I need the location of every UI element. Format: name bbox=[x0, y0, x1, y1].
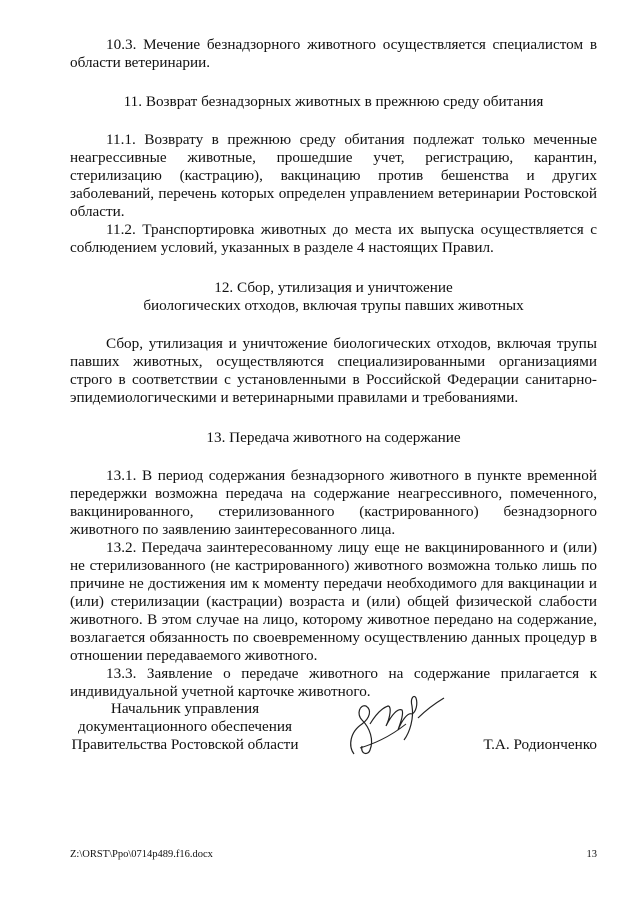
handwritten-signature bbox=[340, 684, 450, 764]
paragraph-13-1: 13.1. В период содержания безнадзорного животного в пункте временной передержки возможна передача на содержание неагрессивного, помеченного, вакцинированного, стерилизованного (кастрированного) безнадзорного животного по заявлению заинтересованного лица. bbox=[70, 467, 597, 538]
file-path: Z:\ORST\Ppo\0714p489.f16.docx bbox=[70, 849, 213, 860]
paragraph-11-2: 11.2. Транспортировка животных до места их выпуска осуществляется с соблюдением условий, указанных в разделе 4 настоящих Правил. bbox=[70, 221, 597, 256]
paragraph-13-2: 13.2. Передача заинтересованному лицу еще не вакцинированного и (или) не стерилизованного (не кастрированного) животного возможна только лишь по причине не достижения им к моменту передачи необходимого для вакцинации и (или) стерилизации (кастрации) возраста и (или) общей физической слабости животного. В этом случае на лицо, которому животное передано на содержание, возлагается обязанность по своевременному осуществлению данных процедур в отношении передаваемого животного. bbox=[70, 539, 597, 664]
signatory-title-line2: документационного обеспечения bbox=[78, 718, 292, 735]
signature-block bbox=[70, 700, 597, 770]
document-body bbox=[70, 36, 597, 701]
signatory-title-line3: Правительства Ростовской области bbox=[71, 736, 299, 753]
heading-section-12 bbox=[70, 279, 597, 315]
signatory-name: Т.А. Родионченко bbox=[483, 736, 597, 753]
page-number: 13 bbox=[586, 849, 597, 860]
heading-section-12-line2: биологических отходов, включая трупы павших животных bbox=[143, 297, 524, 314]
heading-section-13: 13. Передача животного на содержание bbox=[206, 429, 461, 446]
paragraph-12: Сбор, утилизация и уничтожение биологических отходов, включая трупы павших животных, осуществляются специализированными организациями строго в соответствии с установленными в Российской Федерации санитарно-эпидемиологическими и ветеринарными правилами и требованиями. bbox=[70, 335, 597, 406]
paragraph-13-3: 13.3. Заявление о передаче животного на содержание прилагается к индивидуальной учетной карточке животного. bbox=[70, 665, 597, 700]
paragraph-11-1: 11.1. Возврату в прежнюю среду обитания подлежат только меченные неагрессивные животные, прошедшие учет, регистрацию, карантин, стерилизацию (кастрацию), вакцинацию против бешенства и других заболеваний, перечень которых определен управлением ветеринарии Ростовской области. bbox=[70, 131, 597, 220]
paragraph-10-3: 10.3. Мечение безнадзорного животного осуществляется специалистом в области ветеринарии. bbox=[70, 36, 597, 71]
signatory-title bbox=[70, 700, 300, 754]
signatory-title-line1: Начальник управления bbox=[110, 700, 260, 717]
heading-section-12-line1: 12. Сбор, утилизация и уничтожение bbox=[214, 279, 453, 296]
heading-section-11: 11. Возврат безнадзорных животных в прежнюю среду обитания bbox=[123, 93, 544, 110]
